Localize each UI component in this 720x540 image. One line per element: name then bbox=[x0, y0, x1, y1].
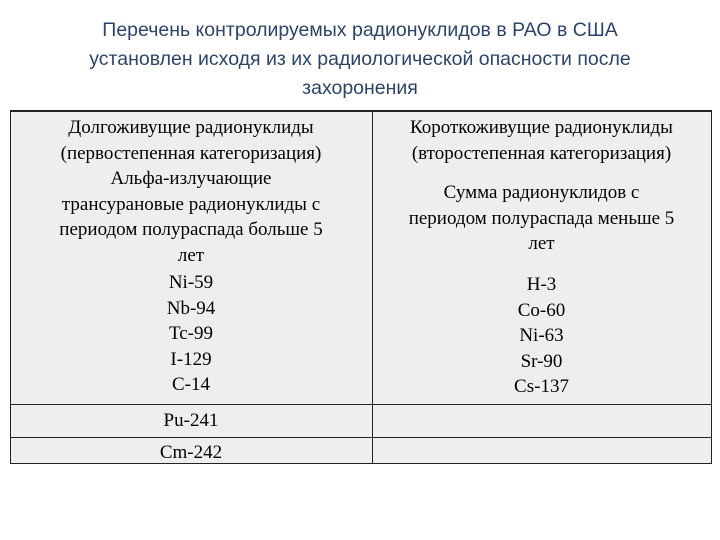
left-column-header bbox=[10, 115, 372, 166]
nuclide-item: Cm-242 bbox=[159, 442, 223, 463]
slide-title bbox=[20, 16, 700, 103]
group-line: трансурановые радионуклиды с bbox=[61, 193, 321, 215]
nuclide-item: Nb-94 bbox=[166, 297, 216, 319]
table-row-divider bbox=[10, 404, 712, 405]
group-line: лет bbox=[528, 233, 555, 254]
header-line: Короткоживущие радионуклиды bbox=[410, 117, 673, 138]
group-line: лет bbox=[177, 244, 205, 266]
nuclide-item: H-3 bbox=[526, 274, 557, 295]
nuclide-item: Ni-63 bbox=[519, 325, 564, 346]
title-line-1: Перечень контролируемых радионуклидов в РАО в США bbox=[102, 19, 618, 41]
nuclide-item: Tc-99 bbox=[168, 323, 214, 344]
left-group-description bbox=[10, 166, 372, 268]
group-line: Сумма радионуклидов с bbox=[443, 182, 640, 203]
table-top-border bbox=[10, 110, 712, 112]
header-line: Долгоживущие радионуклиды bbox=[68, 117, 314, 138]
title-line-3: захоронения bbox=[302, 77, 418, 99]
left-nuclide-list bbox=[10, 270, 372, 398]
right-group-description bbox=[372, 180, 711, 257]
table-row-divider bbox=[10, 437, 712, 438]
nuclide-item: Cs-137 bbox=[514, 376, 569, 397]
group-line: периодом полураспада меньше 5 bbox=[408, 207, 675, 229]
nuclide-item: I-129 bbox=[170, 348, 212, 370]
nuclide-item: Ni-59 bbox=[168, 272, 214, 293]
right-nuclide-list bbox=[372, 272, 711, 400]
title-line-2: установлен исходя из их радиологической опасности после bbox=[89, 48, 631, 70]
header-line: (первостепенная категоризация) bbox=[60, 142, 322, 164]
group-line: Альфа-излучающие bbox=[110, 168, 272, 189]
nuclide-item: Sr-90 bbox=[520, 350, 563, 372]
left-extra-item bbox=[10, 440, 372, 466]
nuclide-item: Pu-241 bbox=[163, 410, 219, 431]
left-extra-item bbox=[10, 408, 372, 434]
nuclide-item: C-14 bbox=[172, 374, 210, 395]
table-right-border bbox=[711, 112, 712, 464]
header-line: (второстепенная категоризация) bbox=[411, 142, 672, 164]
right-column-header bbox=[372, 115, 711, 166]
group-line: периодом полураспада больше 5 bbox=[59, 219, 323, 240]
nuclide-item: Co-60 bbox=[517, 299, 566, 321]
